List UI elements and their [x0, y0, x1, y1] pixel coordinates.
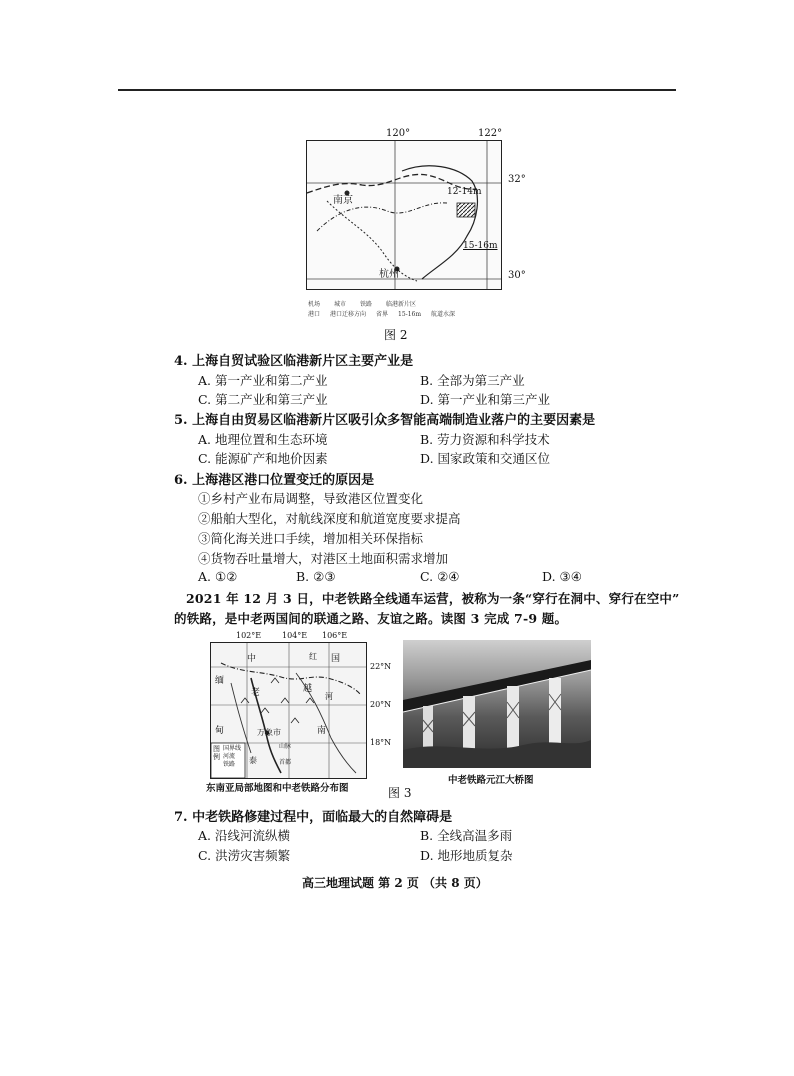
- q4-stem: 4. 上海自贸试验区临港新片区主要产业是: [174, 354, 414, 369]
- legend-railway: 铁路: [223, 761, 236, 768]
- label-tai: 泰: [249, 756, 257, 765]
- fig3-map-caption: 东南亚局部地图和中老铁路分布图: [206, 783, 349, 794]
- legend-port: 港口: [308, 311, 321, 318]
- q4-option-a: A. 第一产业和第二产业: [198, 373, 328, 388]
- label-nan: 南: [317, 726, 327, 736]
- label-guo: 国: [331, 654, 341, 664]
- label-he: 河: [325, 692, 333, 701]
- figure-2-map-drawing: [307, 141, 501, 289]
- intro-line-1: 2021 年 12 月 3 日，中老铁路全线通车运营，被称为一条“穿行在洞中、穿行在空中”: [186, 591, 680, 606]
- legend-capital: 首都: [279, 759, 292, 766]
- q5-option-a: A. 地理位置和生态环境: [198, 432, 328, 447]
- q5-stem: 5. 上海自由贸易区临港新片区吸引众多智能高端制造业落户的主要因素是: [174, 413, 596, 428]
- q5-option-c: C. 能源矿产和地价因素: [198, 451, 328, 466]
- bridge-drawing: [403, 640, 591, 768]
- fig3-legend-list: [223, 745, 241, 769]
- top-rule: [118, 89, 676, 91]
- q6-option-c: C. ②④: [420, 569, 460, 584]
- city-hangzhou: 杭州: [379, 269, 399, 280]
- yuanjiang-bridge-photo: [403, 640, 591, 768]
- label-dian: 甸: [215, 726, 225, 736]
- fig3-photo-caption: 中老铁路元江大桥图: [448, 775, 534, 786]
- depth-label-bottom: 15-16m: [463, 241, 498, 251]
- fig3-legend-list-2: [279, 743, 291, 767]
- q6-statement-3: ③简化海关进口手续，增加相关环保指标: [198, 531, 424, 546]
- figure-2-caption: 图 2: [384, 328, 408, 342]
- fig2-lat-bottom: 30°: [508, 270, 526, 281]
- fig2-lat-top: 32°: [508, 174, 526, 185]
- q4-option-c: C. 第二产业和第三产业: [198, 392, 328, 407]
- fig3-legend-title: 图例: [213, 745, 220, 761]
- fig2-lon-right: 122°: [478, 128, 503, 139]
- label-zhong: 中: [247, 654, 257, 664]
- q6-statement-2: ②船舶大型化，对航线深度和航道宽度要求提高: [198, 511, 461, 526]
- q7-option-d: D. 地形地质复杂: [420, 848, 513, 863]
- legend-port-direction: 港口迁移方向: [330, 311, 367, 318]
- legend-railway: 铁路: [360, 301, 373, 308]
- legend-border: 国界线: [223, 745, 242, 752]
- figure-2-legend: [308, 300, 498, 320]
- fig3-lat-2: 20°N: [370, 700, 392, 709]
- legend-province-border: 省界: [376, 311, 389, 318]
- fig3-lat-3: 18°N: [370, 738, 392, 747]
- page-footer: 高三地理试题 第 2 页 （共 8 页）: [302, 876, 488, 890]
- legend-channel-depth: 航道水深: [431, 311, 456, 318]
- q6-stem: 6. 上海港区港口位置变迁的原因是: [174, 473, 375, 488]
- fig3-lon-1: 102°E: [236, 631, 262, 640]
- fig3-lon-3: 106°E: [322, 631, 348, 640]
- fig3-lat-1: 22°N: [370, 662, 392, 671]
- q6-statement-4: ④货物吞吐量增大，对港区土地面积需求增加: [198, 551, 449, 566]
- fig3-lon-2: 104°E: [282, 631, 308, 640]
- label-hong: 红: [309, 652, 317, 661]
- depth-label-top: 12-14m: [447, 187, 482, 197]
- figure-2-map: [306, 140, 502, 290]
- q7-option-c: C. 洪涝灾害频繁: [198, 848, 291, 863]
- legend-airport: 机场: [308, 301, 321, 308]
- label-yue: 越: [303, 684, 313, 694]
- figure-3-map: [210, 642, 367, 779]
- fig2-lon-left: 120°: [386, 128, 411, 139]
- legend-city: 城市: [334, 301, 347, 308]
- q6-option-a: A. ①②: [198, 569, 238, 584]
- q6-statement-1: ①乡村产业布局调整，导致港区位置变化: [198, 491, 424, 506]
- label-vientiane: 万象市: [257, 728, 281, 737]
- figure-3-caption: 图 3: [388, 786, 412, 800]
- city-nanjing: 南京: [333, 195, 353, 206]
- q5-option-b: B. 劳力资源和科学技术: [420, 432, 550, 447]
- q7-option-b: B. 全线高温多雨: [420, 828, 513, 843]
- label-lao: 老: [251, 688, 261, 698]
- q6-option-d: D. ③④: [542, 569, 582, 584]
- q7-option-a: A. 沿线河流纵横: [198, 828, 290, 843]
- q4-option-d: D. 第一产业和第三产业: [420, 392, 551, 407]
- q4-option-b: B. 全部为第三产业: [420, 373, 525, 388]
- intro-line-2: 的铁路，是中老两国间的联通之路、友谊之路。读图 3 完成 7-9 题。: [174, 611, 568, 626]
- q6-option-b: B. ②③: [296, 569, 336, 584]
- q7-stem: 7. 中老铁路修建过程中，面临最大的自然障碍是: [174, 810, 453, 825]
- legend-mountains: 山脉: [279, 743, 292, 750]
- legend-new-area: 临港新片区: [386, 301, 417, 308]
- label-mian: 缅: [215, 676, 225, 686]
- legend-depth-sample: 15-16m: [398, 311, 422, 318]
- legend-river: 河流: [223, 753, 236, 760]
- q5-option-d: D. 国家政策和交通区位: [420, 451, 551, 466]
